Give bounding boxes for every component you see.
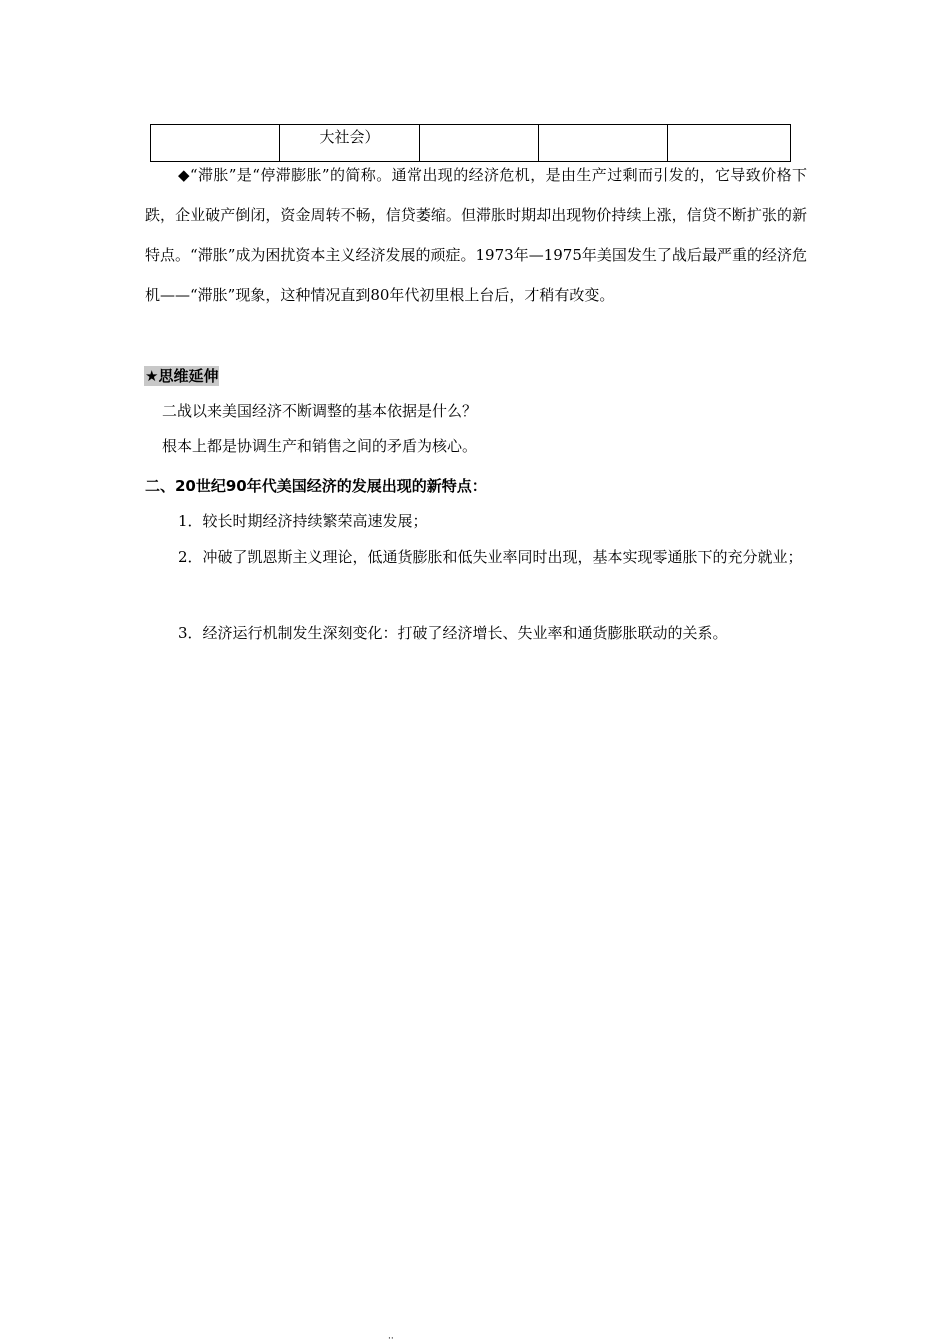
thinking-extension-heading: ★思维延伸 [145,367,219,385]
stagflation-paragraph: ◆“滞胀”是“停滞膨胀”的简称。通常出现的经济危机，是由生产过剩而引发的，它导致价格下跌，企业破产倒闭，资金周转不畅，信贷萎缩。但滞胀时期却出现物价持续上涨，信贷不断扩张的新特点。“滞胀”成为困扰资本主义经济发展的顽症。1973年—1975年美国发生了战后最严重的经济危机——“滞胀”现象，这种情况直到80年代初里根上台后，才稍有改变。 [145,166,807,304]
table-cell-text: 大社会） [319,128,380,146]
page-footer-mark: ·· [388,1334,394,1344]
list-item: 1．较长时期经济持续繁荣高速发展； [178,512,428,530]
thinking-question: 二战以来美国经济不断调整的基本依据是什么？ [162,402,478,420]
list-item: 2．冲破了凯恩斯主义理论，低通货膨胀和低失业率同时出现，基本实现零通胀下的充分就业； [178,548,803,566]
section-two-heading: 二、20世纪90年代美国经济的发展出现的新特点： [145,477,487,495]
thinking-answer: 根本上都是协调生产和销售之间的矛盾为核心。 [162,437,478,455]
list-item: 3．经济运行机制发生深刻变化：打破了经济增长、失业率和通货膨胀联动的关系。 [178,624,728,642]
